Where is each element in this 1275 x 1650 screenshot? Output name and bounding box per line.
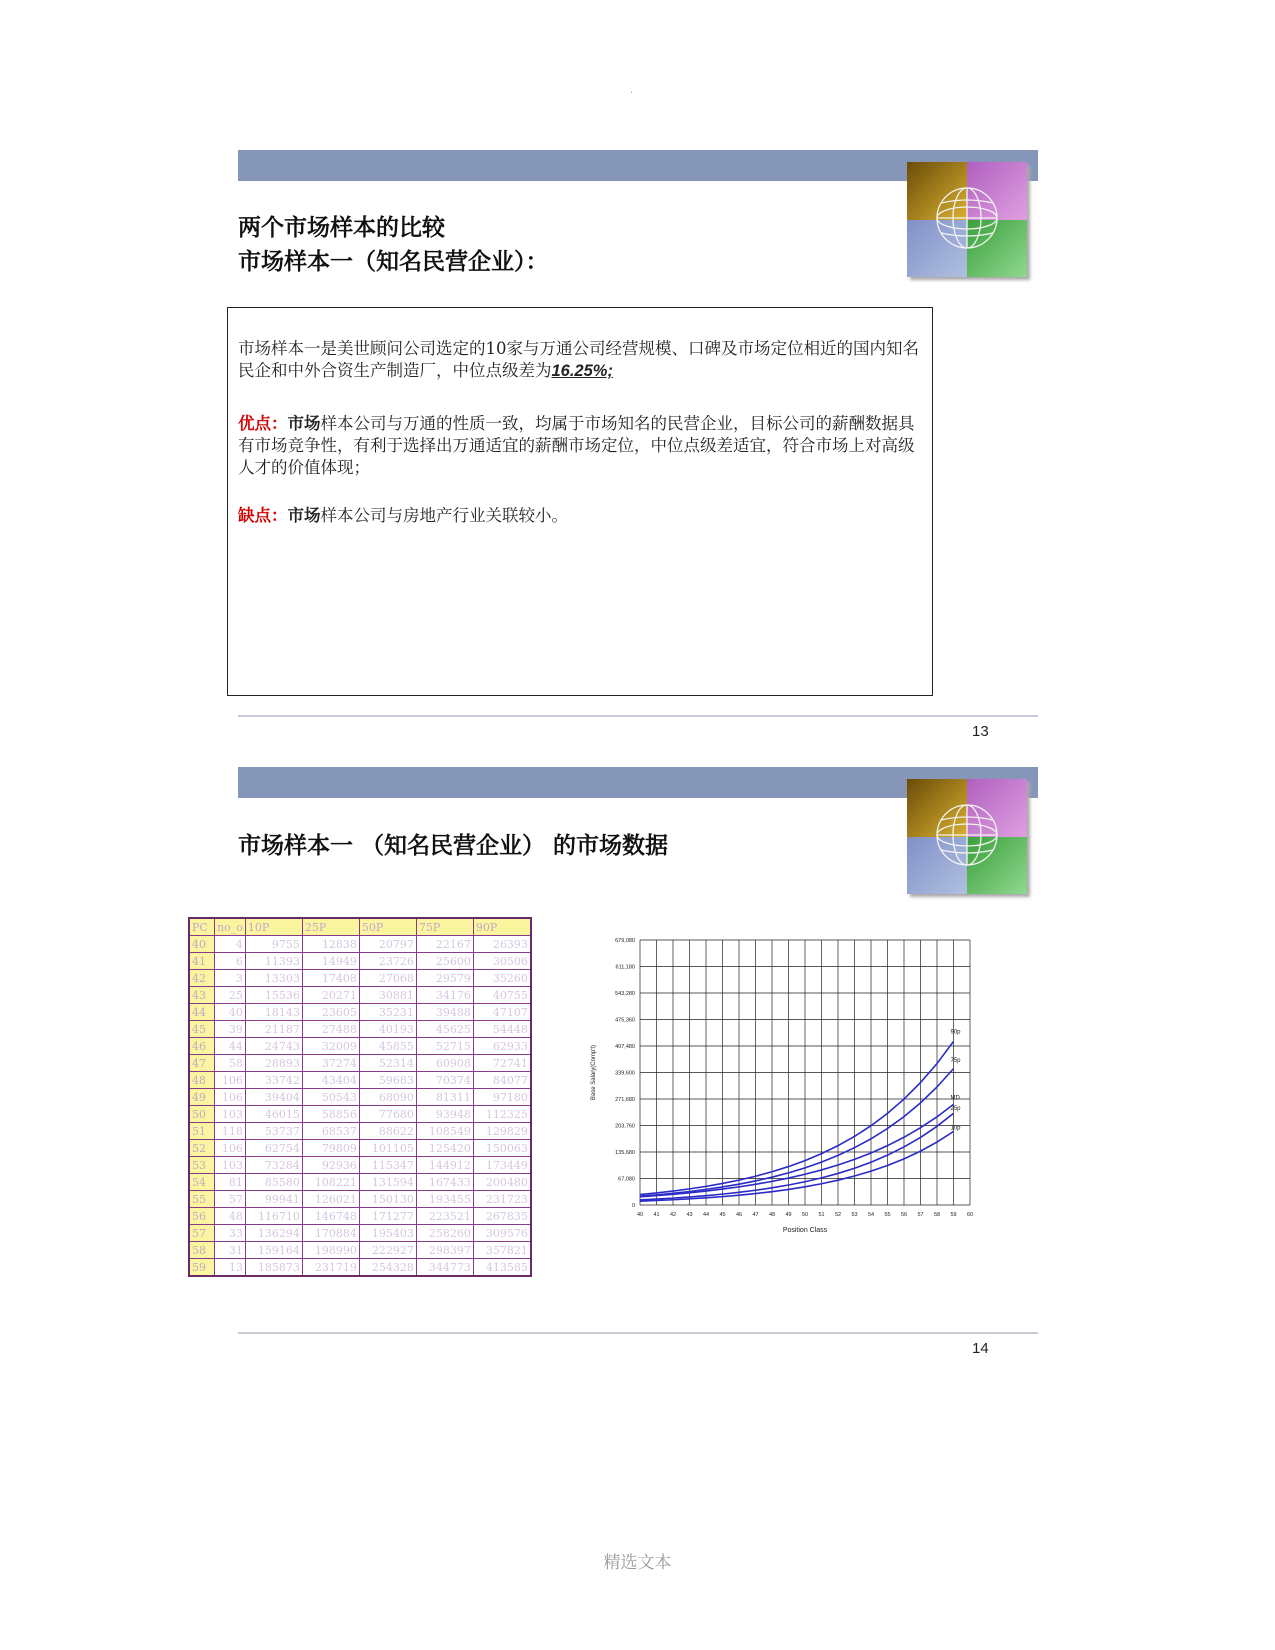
table-cell: 81 [215,1174,246,1191]
table-cell: 131594 [359,1174,416,1191]
table-row [189,970,531,987]
y-axis-label: Base Salary(Comp't) [591,1044,597,1101]
table-cell: 26393 [473,936,531,953]
y-tick-label: 407,480 [615,1044,635,1050]
table-cell: 222927 [359,1242,416,1259]
table-cell: 27488 [302,1021,359,1038]
x-tick-label: 48 [768,1212,776,1218]
table-cell: 136294 [245,1225,302,1242]
table-cell: 45855 [359,1038,416,1055]
y-tick-label: 543,280 [615,991,635,997]
table-row [189,1174,531,1191]
table-cell: 15536 [245,987,302,1004]
table-cell: 108221 [302,1174,359,1191]
position-class-cell: 42 [189,970,215,987]
table-cell: 106 [215,1089,246,1106]
table-header-cell: no_o [215,918,246,936]
pros-label: 优点： [238,414,288,433]
table-cell: 267835 [473,1208,531,1225]
position-class-cell: 55 [189,1191,215,1208]
series-line-75p [640,1069,954,1197]
table-cell: 344773 [416,1259,473,1277]
page-marker: · [630,88,634,99]
table-row [189,1123,531,1140]
table-cell: 108549 [416,1123,473,1140]
y-tick-label: 475,360 [615,1017,635,1024]
table-cell: 357821 [473,1242,531,1259]
table-row [189,1157,531,1174]
table-cell: 150130 [359,1191,416,1208]
x-tick-label: 41 [653,1212,660,1218]
table-cell: 68537 [302,1123,359,1140]
table-row [189,987,531,1004]
table-cell: 13303 [245,970,302,987]
table-cell: 3 [215,970,246,987]
cons-label: 缺点： [238,506,288,525]
table-cell: 24743 [245,1038,302,1055]
table-row [189,1225,531,1242]
x-tick-label: 46 [735,1212,743,1218]
table-cell: 79809 [302,1140,359,1157]
table-cell: 52314 [359,1055,416,1072]
position-class-cell: 50 [189,1106,215,1123]
table-cell: 35231 [359,1004,416,1021]
position-class-cell: 44 [189,1004,215,1021]
table-cell: 97180 [473,1089,531,1106]
table-cell: 22167 [416,936,473,953]
x-tick-label: 40 [636,1212,644,1218]
x-tick-label: 52 [834,1212,842,1218]
table-header-cell: 10P [245,918,302,936]
slide-title [238,211,549,279]
table-cell: 106 [215,1072,246,1089]
position-class-cell: 59 [189,1259,215,1277]
table-row [189,1089,531,1106]
position-class-cell: 56 [189,1208,215,1225]
series-line-90p [640,1041,954,1194]
position-class-cell: 46 [189,1038,215,1055]
table-cell: 43404 [302,1072,359,1089]
slide-footer-rule [238,1332,1038,1334]
table-header-cell: PC [189,918,215,936]
table-cell: 18143 [245,1004,302,1021]
pros-paragraph: 优点：市场样本公司与万通的性质一致，均属于市场知名的民营企业，目标公司的薪酬数据具有市场竞争性，有利于选择出万通适宜的薪酬市场定位，中位点级差适宜，符合市场上对高级人才的价值体现； [238,414,915,477]
y-tick-label: 271,680 [615,1097,635,1103]
position-class-cell: 48 [189,1072,215,1089]
y-tick-label: 611,180 [615,964,635,971]
position-class-cell: 54 [189,1174,215,1191]
table-cell: 198990 [302,1242,359,1259]
table-cell: 44 [215,1038,246,1055]
market-data-table [188,917,532,1277]
table-cell: 33 [215,1225,246,1242]
table-cell: 45625 [416,1021,473,1038]
table-cell: 223521 [416,1208,473,1225]
table-cell: 11393 [245,953,302,970]
table-cell: 39488 [416,1004,473,1021]
table-cell: 126021 [302,1191,359,1208]
table-cell: 9755 [245,936,302,953]
table-cell: 21187 [245,1021,302,1038]
table-cell: 35260 [473,970,531,987]
table-cell: 40755 [473,987,531,1004]
table-cell: 6 [215,953,246,970]
series-label: 10p [950,1125,961,1132]
table-row [189,1004,531,1021]
table-cell: 92936 [302,1157,359,1174]
table-cell: 167433 [416,1174,473,1191]
table-row [189,1242,531,1259]
position-class-cell: 43 [189,987,215,1004]
x-tick-label: 55 [884,1212,891,1218]
table-cell: 46015 [245,1106,302,1123]
table-cell: 101105 [359,1140,416,1157]
table-cell: 23605 [302,1004,359,1021]
table-cell: 70374 [416,1072,473,1089]
position-class-cell: 57 [189,1225,215,1242]
table-cell: 40193 [359,1021,416,1038]
table-cell: 28893 [245,1055,302,1072]
table-cell: 231719 [302,1259,359,1277]
table-cell: 171277 [359,1208,416,1225]
y-tick-label: 135,680 [615,1150,635,1156]
table-cell: 13 [215,1259,246,1277]
globe-logo [907,162,1027,277]
table-cell: 27068 [359,970,416,987]
y-tick-label: 339,600 [615,1070,635,1077]
title-line-1: 两个市场样本的比较 [238,215,445,241]
table-cell: 20271 [302,987,359,1004]
table-header-cell: 50P [359,918,416,936]
slide-title: 市场样本一 （知名民营企业） 的市场数据 [238,833,669,859]
table-cell: 77680 [359,1106,416,1123]
slide-footer-rule [238,715,1038,717]
table-cell: 47107 [473,1004,531,1021]
table-header-cell: 25P [302,918,359,936]
table-cell: 12838 [302,936,359,953]
table-row [189,1021,531,1038]
table-cell: 39 [215,1021,246,1038]
table-cell: 413585 [473,1259,531,1277]
x-tick-label: 51 [818,1212,825,1218]
footer-text: 精选文本 [603,1553,672,1573]
table-header-cell: 90P [473,918,531,936]
table-cell: 254328 [359,1259,416,1277]
table-cell: 4 [215,936,246,953]
table-cell: 193455 [416,1191,473,1208]
position-class-cell: 53 [189,1157,215,1174]
title-line-2: 市场样本一（知名民营企业）： [238,249,549,275]
table-cell: 20797 [359,936,416,953]
table-cell: 30881 [359,987,416,1004]
table-cell: 93948 [416,1106,473,1123]
position-class-cell: 47 [189,1055,215,1072]
table-cell: 85580 [245,1174,302,1191]
position-class-cell: 40 [189,936,215,953]
table-cell: 31 [215,1242,246,1259]
table-row [189,1140,531,1157]
table-cell: 103 [215,1106,246,1123]
table-cell: 99941 [245,1191,302,1208]
table-cell: 32009 [302,1038,359,1055]
table-cell: 84077 [473,1072,531,1089]
table-cell: 116710 [245,1208,302,1225]
table-cell: 59683 [359,1072,416,1089]
series-label: 25p [950,1105,961,1112]
table-cell: 195403 [359,1225,416,1242]
table-cell: 30506 [473,953,531,970]
table-cell: 57 [215,1191,246,1208]
table-cell: 185873 [245,1259,302,1277]
table-cell: 298397 [416,1242,473,1259]
position-class-cell: 45 [189,1021,215,1038]
table-header-row [189,918,531,936]
position-class-cell: 51 [189,1123,215,1140]
x-tick-label: 56 [900,1212,908,1218]
table-cell: 58856 [302,1106,359,1123]
table-cell: 54448 [473,1021,531,1038]
table-cell: 309576 [473,1225,531,1242]
position-class-cell: 49 [189,1089,215,1106]
table-cell: 115347 [359,1157,416,1174]
table-cell: 17408 [302,970,359,987]
table-row [189,1208,531,1225]
table-cell: 62754 [245,1140,302,1157]
table-row [189,1038,531,1055]
x-tick-label: 50 [801,1212,809,1218]
intro-paragraph: 市场样本一是美世顾问公司选定的10家与万通公司经营规模、口碑及市场定位相近的国内知名民企和中外合资生产制造厂，中位点级差为16.25%; [238,339,919,380]
table-cell: 37274 [302,1055,359,1072]
table-cell: 200480 [473,1174,531,1191]
table-cell: 173449 [473,1157,531,1174]
table-cell: 25600 [416,953,473,970]
position-class-cell: 52 [189,1140,215,1157]
table-cell: 72741 [473,1055,531,1072]
x-tick-label: 57 [917,1212,924,1218]
table-cell: 48 [215,1208,246,1225]
table-cell: 60908 [416,1055,473,1072]
x-tick-label: 44 [702,1212,710,1218]
table-cell: 68090 [359,1089,416,1106]
table-row [189,1259,531,1277]
table-cell: 112325 [473,1106,531,1123]
series-label: 75p [950,1058,961,1065]
table-cell: 144912 [416,1157,473,1174]
table-row [189,1072,531,1089]
y-tick-label: 0 [631,1203,635,1209]
table-cell: 50543 [302,1089,359,1106]
table-cell: 23726 [359,953,416,970]
table-header-cell: 75P [416,918,473,936]
table-row [189,1191,531,1208]
y-tick-label: 679,080 [615,938,635,944]
x-tick-label: 54 [867,1212,875,1218]
position-class-cell: 58 [189,1242,215,1259]
table-cell: 258260 [416,1225,473,1242]
table-cell: 53737 [245,1123,302,1140]
table-row [189,936,531,953]
table-cell: 170884 [302,1225,359,1242]
table-row [189,953,531,970]
table-cell: 103 [215,1157,246,1174]
x-tick-label: 43 [686,1212,693,1218]
series-label: 90p [950,1029,961,1036]
table-cell: 125420 [416,1140,473,1157]
median-differential-value: 16.25%; [551,362,613,380]
table-cell: 34176 [416,987,473,1004]
table-cell: 58 [215,1055,246,1072]
table-cell: 52715 [416,1038,473,1055]
table-cell: 159164 [245,1242,302,1259]
series-label: MD [950,1095,960,1102]
table-cell: 146748 [302,1208,359,1225]
globe-logo [907,779,1027,894]
table-cell: 129829 [473,1123,531,1140]
x-axis-label: Position Class [782,1227,828,1234]
table-cell: 73284 [245,1157,302,1174]
salary-curve-chart [585,930,975,1275]
series-line-25p [640,1113,954,1200]
content-box [227,307,933,696]
table-cell: 88622 [359,1123,416,1140]
table-cell: 33742 [245,1072,302,1089]
y-tick-label: 67,080 [618,1176,635,1183]
table-cell: 231723 [473,1191,531,1208]
position-class-cell: 41 [189,953,215,970]
x-tick-label: 49 [785,1212,792,1218]
page-number: 13 [972,723,989,740]
x-tick-label: 45 [719,1212,726,1218]
table-cell: 29579 [416,970,473,987]
y-tick-label: 203,760 [615,1123,635,1130]
table-cell: 106 [215,1140,246,1157]
table-row [189,1055,531,1072]
cons-paragraph: 缺点：市场样本公司与房地产行业关联较小。 [238,506,568,525]
x-tick-label: 42 [669,1212,677,1218]
x-tick-label: 60 [966,1212,974,1218]
x-tick-label: 58 [933,1212,941,1218]
x-tick-label: 47 [752,1212,759,1218]
table-cell: 62933 [473,1038,531,1055]
series-line-10p [640,1131,954,1201]
table-cell: 39404 [245,1089,302,1106]
table-cell: 118 [215,1123,246,1140]
table-row [189,1106,531,1123]
table-cell: 25 [215,987,246,1004]
table-cell: 81311 [416,1089,473,1106]
table-cell: 40 [215,1004,246,1021]
x-tick-label: 53 [851,1212,858,1218]
page-number: 14 [972,1340,989,1357]
table-cell: 150063 [473,1140,531,1157]
table-cell: 14949 [302,953,359,970]
x-tick-label: 59 [950,1212,957,1218]
